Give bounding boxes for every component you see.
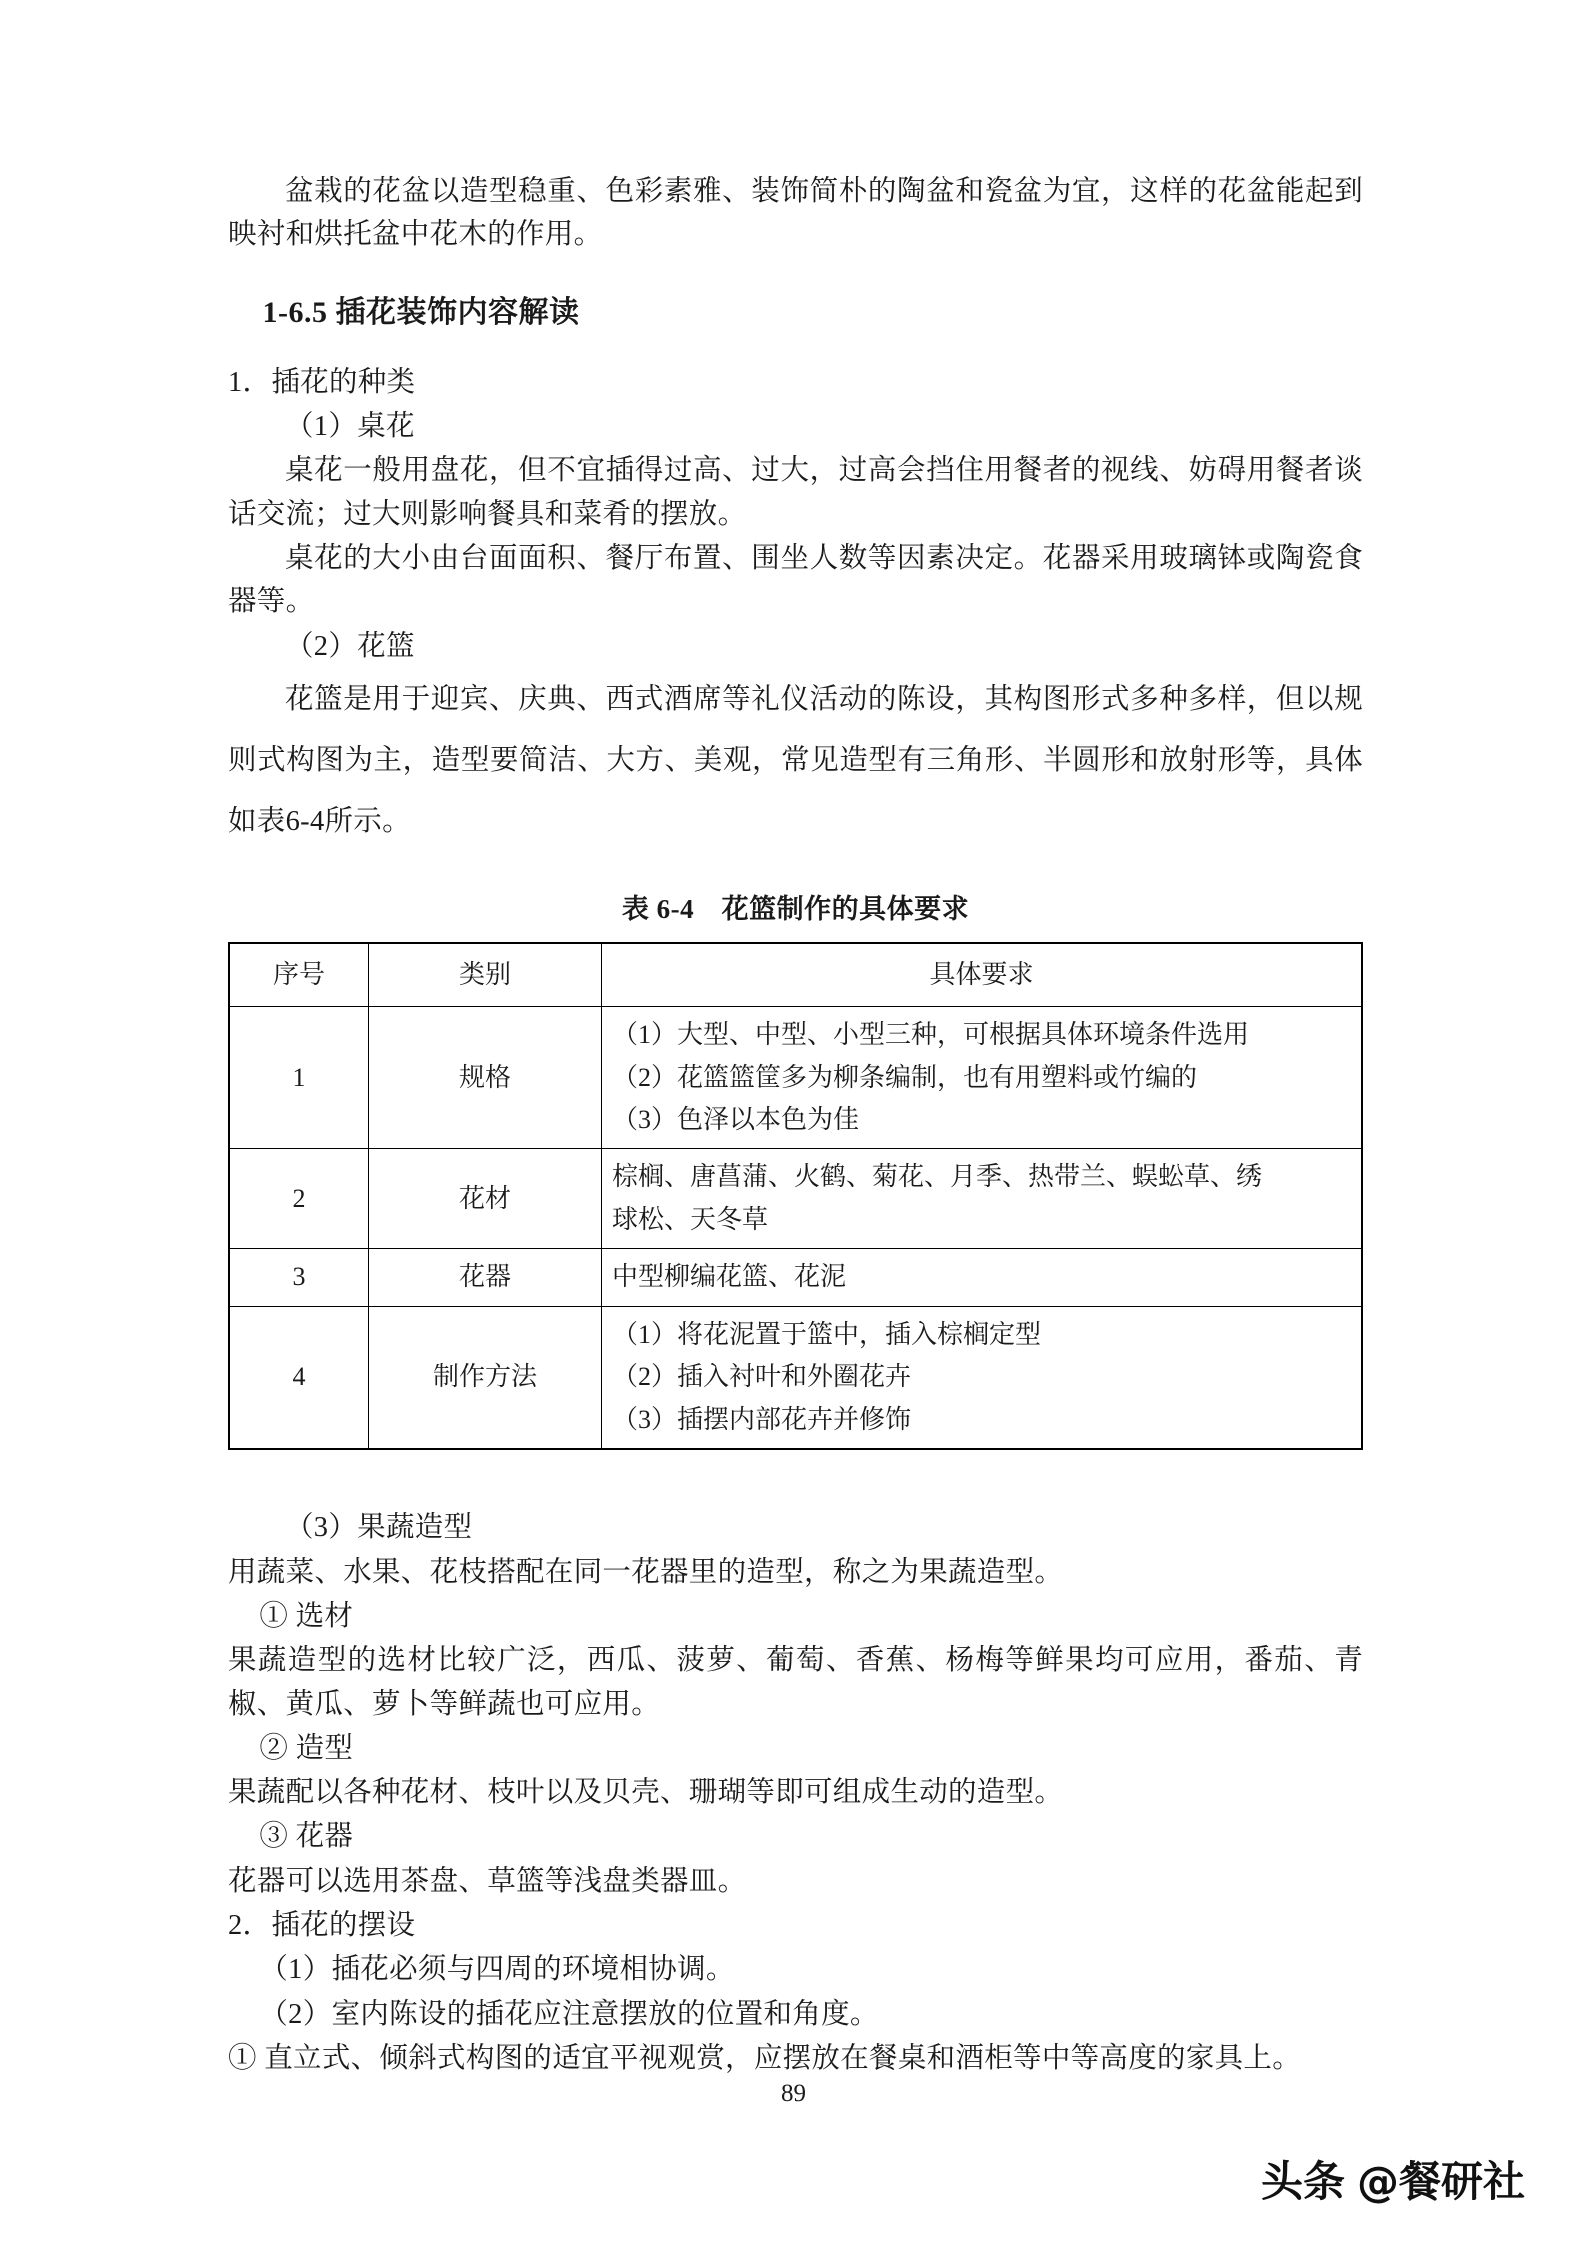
watermark-account: @餐研社 xyxy=(1356,2157,1525,2206)
item-1-paragraph-1: 桌花一般用盘花，但不宜插得过高、过大，过高会挡住用餐者的视线、妨碍用餐者谈话交流；过大则影响餐具和菜肴的摆放。 xyxy=(228,455,1363,530)
table-header-category: 类别 xyxy=(369,943,602,1007)
requirement-line: （3）色泽以本色为佳 xyxy=(612,1105,860,1135)
row-category: 规格 xyxy=(369,1007,602,1149)
spacer xyxy=(228,853,1363,887)
requirement-line: （2）花篮篮筐多为柳条编制，也有用塑料或竹编的 xyxy=(612,1062,1198,1092)
item-3-sub-3-title: ③ 花器 xyxy=(259,1821,354,1853)
table-header-no: 序号 xyxy=(229,943,369,1007)
table-header-requirements: 具体要求 xyxy=(602,943,1363,1007)
item-3-sub-1-paragraph: 果蔬造型的选材比较广泛，西瓜、菠萝、葡萄、香蕉、杨梅等鲜果均可应用，番茄、青椒、黄瓜、萝卜等鲜蔬也可应用。 xyxy=(228,1645,1363,1720)
row-no: 3 xyxy=(229,1249,369,1306)
row-no: 4 xyxy=(229,1306,369,1449)
table-row xyxy=(229,1149,1362,1249)
requirement-line: 球松、天冬草 xyxy=(612,1204,769,1234)
requirement-line: （1）将花泥置于篮中，插入棕榈定型 xyxy=(612,1319,1042,1349)
row-requirements xyxy=(602,1007,1363,1149)
row-requirements xyxy=(602,1149,1363,1249)
table-caption: 表 6-4 花篮制作的具体要求 xyxy=(621,893,970,924)
item-1-title: （1）桌花 xyxy=(285,410,415,442)
flower-basket-requirements-table xyxy=(228,942,1363,1451)
row-no: 2 xyxy=(229,1149,369,1249)
requirement-line: 棕榈、唐菖蒲、火鹤、菊花、月季、热带兰、蜈蚣草、绣 xyxy=(612,1162,1263,1192)
item-3-sub-2-title: ② 造型 xyxy=(259,1732,354,1764)
section-2-item-2: （2）室内陈设的插花应注意摆放的位置和角度。 xyxy=(259,1998,879,2030)
page-number: 89 xyxy=(781,2080,806,2107)
item-2-title: （2）花篮 xyxy=(285,630,415,662)
table-row xyxy=(229,1306,1362,1449)
table-header-row xyxy=(229,943,1362,1007)
item-3-sub-2-paragraph: 果蔬配以各种花材、枝叶以及贝壳、珊瑚等即可组成生动的造型。 xyxy=(228,1777,1064,1809)
section-2-item-2-sub-1: ① 直立式、倾斜式构图的适宜平视观赏，应摆放在餐桌和酒柜等中等高度的家具上。 xyxy=(228,2043,1302,2075)
row-requirements xyxy=(602,1249,1363,1306)
item-3-title: （3）果蔬造型 xyxy=(285,1512,473,1544)
row-category: 花器 xyxy=(369,1249,602,1306)
page-content xyxy=(228,170,1363,2081)
watermark xyxy=(1261,2149,1525,2209)
item-3-sub-3-paragraph: 花器可以选用茶盘、草篮等浅盘类器皿。 xyxy=(228,1865,747,1897)
requirement-line: 中型柳编花篮、花泥 xyxy=(612,1262,847,1292)
watermark-brand: 头条 xyxy=(1260,2157,1345,2206)
item-3-paragraph-1: 用蔬菜、水果、花枝搭配在同一花器里的造型，称之为果蔬造型。 xyxy=(228,1556,1064,1588)
row-category: 花材 xyxy=(369,1149,602,1249)
spacer xyxy=(228,1450,1363,1506)
table-row xyxy=(229,1249,1362,1306)
item-3-sub-1-title: ① 选材 xyxy=(259,1600,354,1632)
table-row xyxy=(229,1007,1362,1149)
section-2-title: 2．插花的摆设 xyxy=(228,1910,416,1942)
section-1-title: 1．插花的种类 xyxy=(228,366,416,398)
item-1-paragraph-2: 桌花的大小由台面面积、餐厅布置、围坐人数等因素决定。花器采用玻璃钵或陶瓷食器等。 xyxy=(228,542,1363,618)
row-category: 制作方法 xyxy=(369,1306,602,1449)
requirement-line: （3）插摆内部花卉并修饰 xyxy=(612,1404,912,1434)
requirement-line: （2）插入衬叶和外圈花卉 xyxy=(612,1362,912,1392)
requirement-line: （1）大型、中型、小型三种，可根据具体环境条件选用 xyxy=(612,1020,1250,1050)
row-requirements xyxy=(602,1306,1363,1449)
intro-paragraph: 盆栽的花盆以造型稳重、色彩素雅、装饰简朴的陶盆和瓷盆为宜，这样的花盆能起到映衬和烘托盆中花木的作用。 xyxy=(228,176,1363,251)
section-2-item-1: （1）插花必须与四周的环境相协调。 xyxy=(259,1954,735,1986)
row-no: 1 xyxy=(229,1007,369,1149)
section-heading: 1-6.5 插花装饰内容解读 xyxy=(262,295,580,329)
item-2-paragraph-1: 花篮是用于迎宾、庆典、西式酒席等礼仪活动的陈设，其构图形式多种多样，但以规则式构图为主，造型要简洁、大方、美观，常见造型有三角形、半圆形和放射形等，具体如表6-4所示。 xyxy=(228,683,1363,838)
